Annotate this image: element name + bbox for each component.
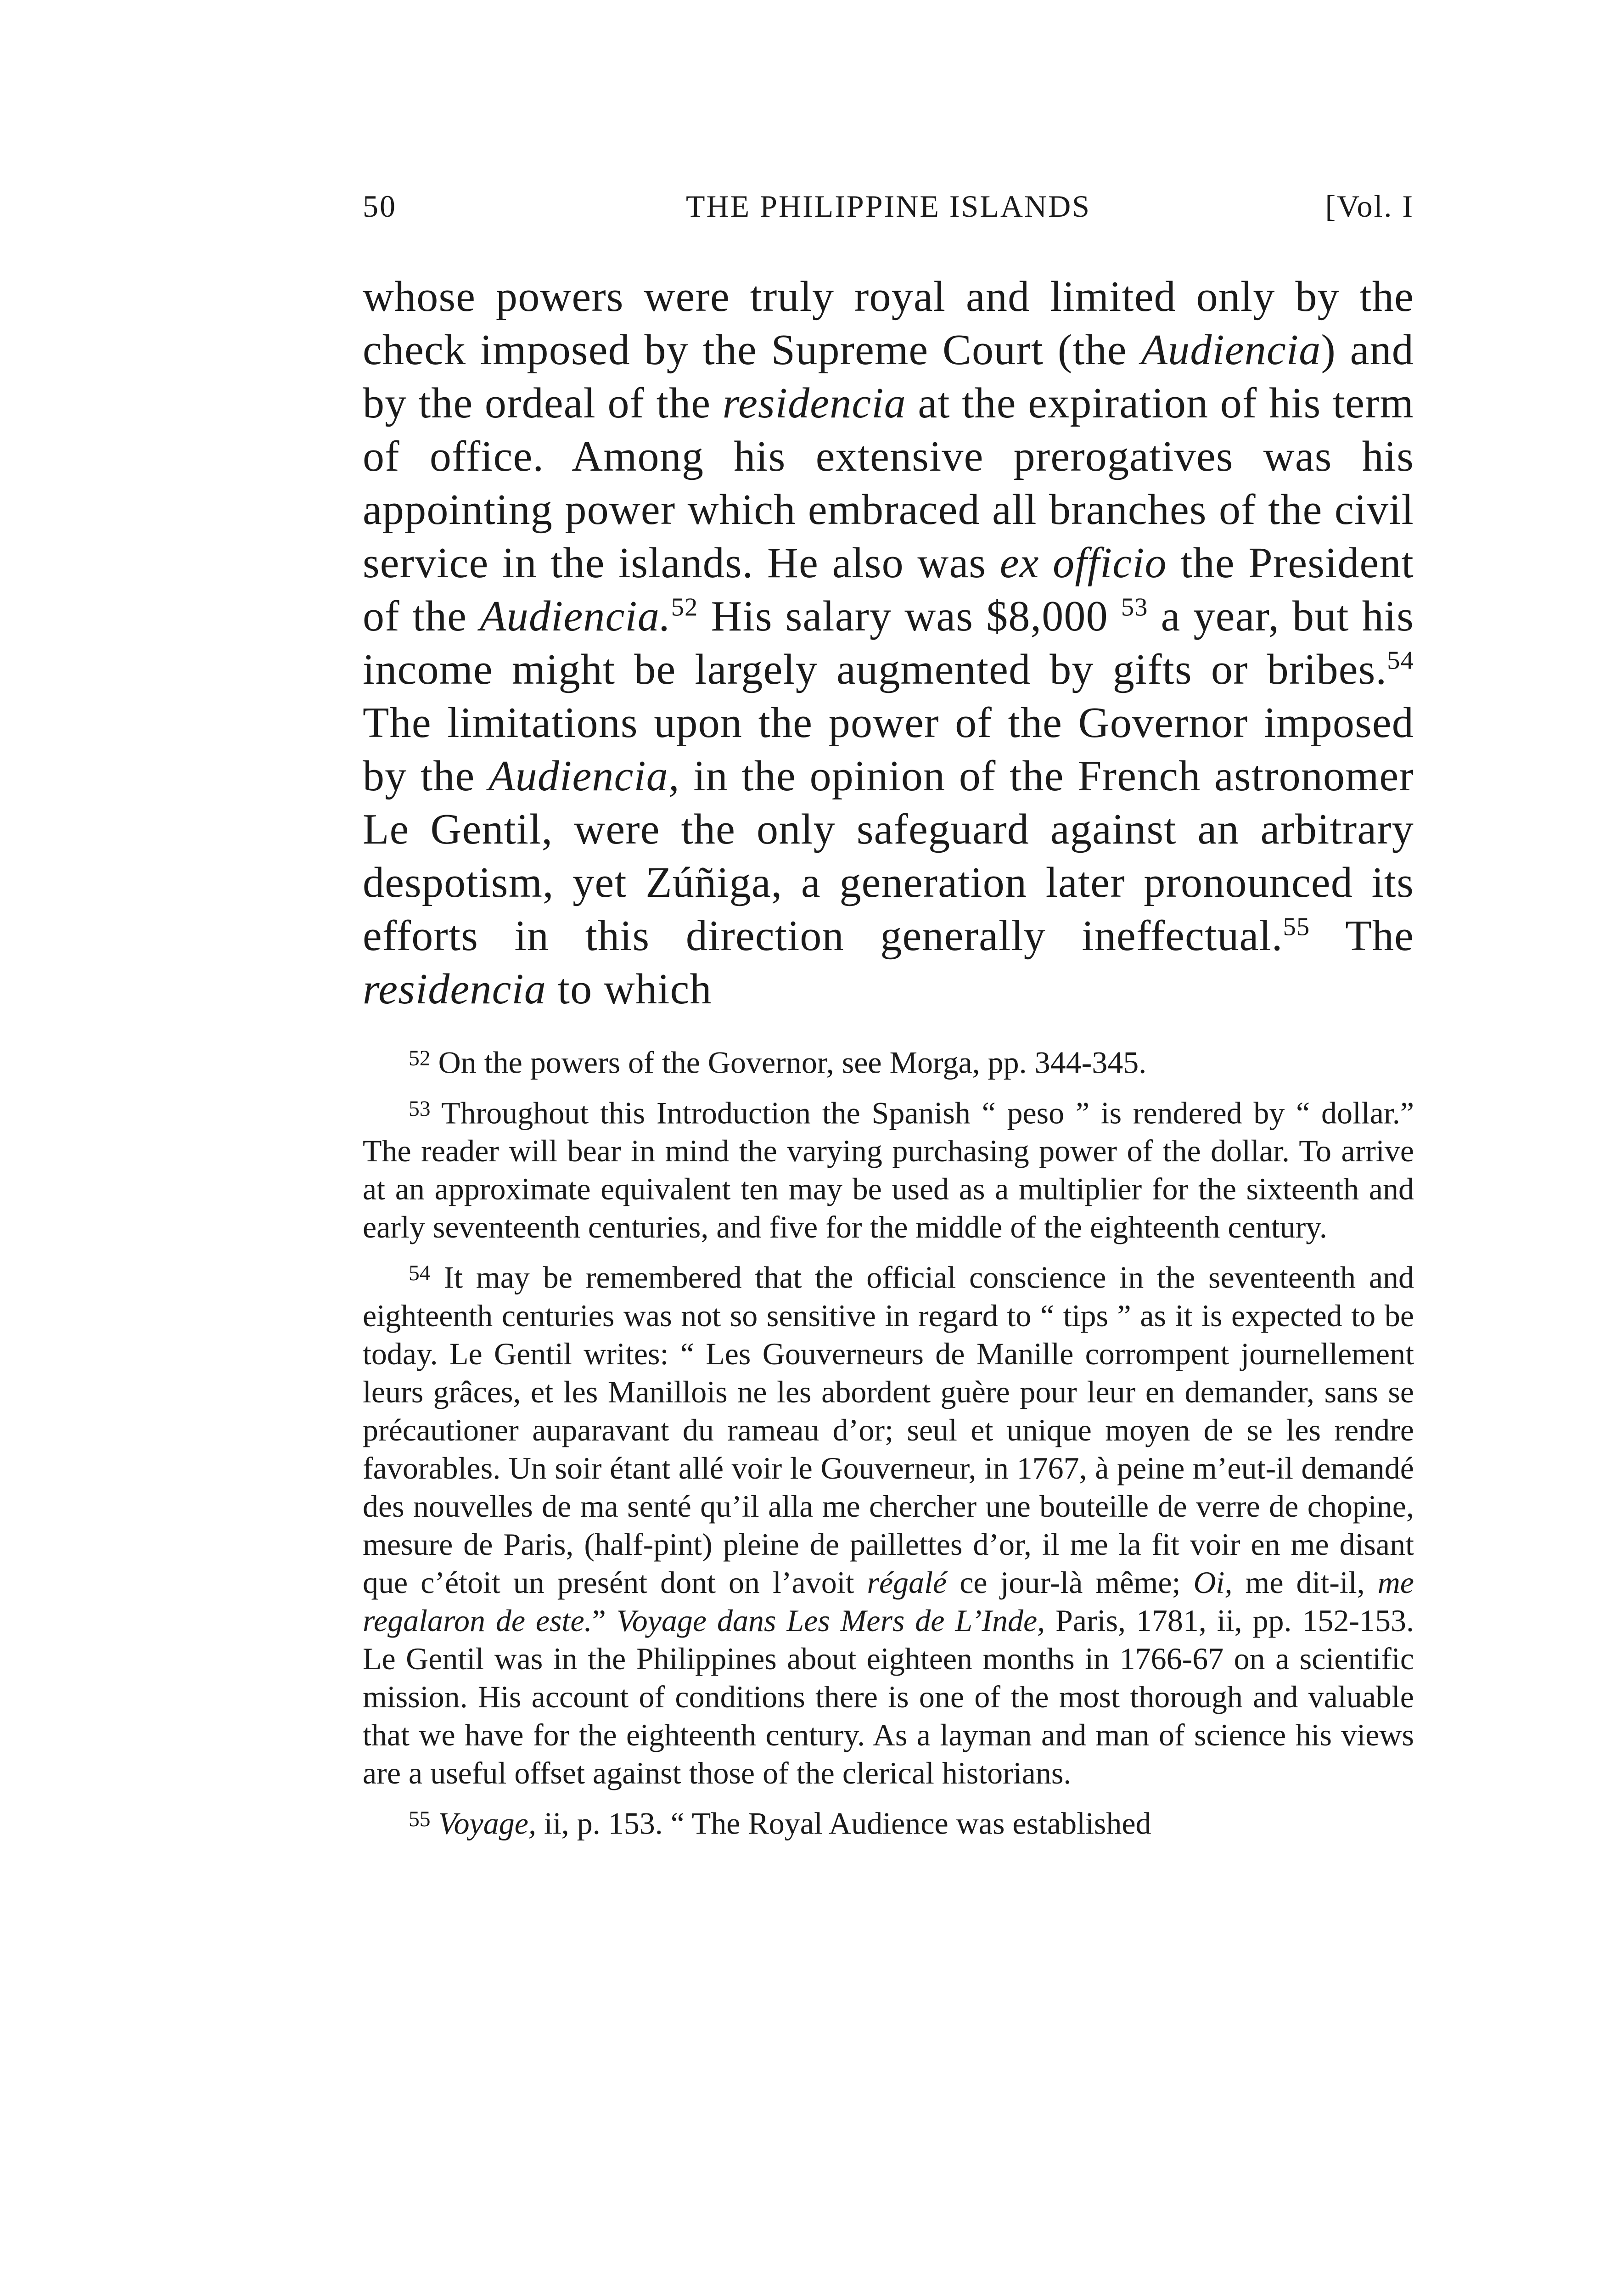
body-paragraph — [363, 270, 1414, 1016]
volume-label: [Vol. I — [1325, 189, 1414, 224]
text-run: It may be remembered that the official conscience in the seventeenth and eighteenth centuries was not so sensitive in regard to “ tips ” as it is expected to be today. Le Gentil writes: “ Les Gouverneurs de Manille corrompent journellement leurs grâces, et les Manillois ne les abordent guère pour leur en demander, sans se précautioner auparavant du rameau d’or; seul et unique moyen de se les rendre favorables. Un soir étant allé voir le Gouverneur, in 1767, à peine m’eut-il demandé des nouvelles de ma senté qu’il alla me chercher une bouteille de verre de chopine, mesure de Paris, (half-pint) pleine de paillettes d’or, il me la fit voir en me disant que c’étoit un presént dont on l’avoit — [363, 1260, 1414, 1600]
footnote-number: 53 — [409, 1097, 431, 1121]
footnote-reference: 55 — [1283, 912, 1310, 941]
text-run: ce jour-là même; — [947, 1564, 1194, 1600]
italic-text: residencia — [722, 379, 906, 427]
footnote — [363, 1090, 1414, 1247]
italic-text: ex officio — [999, 539, 1167, 587]
italic-text: Oi, — [1193, 1564, 1233, 1600]
footnote — [363, 1040, 1414, 1082]
running-title: THE PHILIPPINE ISLANDS — [686, 189, 1091, 224]
text-run: Paris, 1781, ii, pp. 152-153. Le Gentil was in the Philippines about eighteen months in 1766-67 on a scientific mission. His account of conditions there is one of the most thorough and valuable that we have for the eighteenth century. As a layman and man of science his views are a useful offset against those of the clerical historians. — [363, 1603, 1414, 1790]
text-run: His salary was $8,000 — [698, 592, 1121, 640]
italic-text: Audiencia — [1141, 326, 1321, 374]
footnote-number: 55 — [409, 1807, 431, 1831]
italic-text: Audiencia, — [488, 752, 680, 800]
text-run: The limitations upon the power of the Governor imposed by the — [363, 699, 1414, 800]
italic-text: Audiencia. — [480, 592, 671, 640]
footnote-number: 52 — [409, 1047, 431, 1070]
italic-text: régalé — [867, 1564, 947, 1600]
text-run: me dit-il, — [1232, 1564, 1378, 1600]
book-page — [363, 188, 1414, 1851]
text-run: a year, but his income might be largely augmented by gifts or bribes. — [363, 592, 1414, 693]
text-run: On the powers of the Governor, see Morga, pp. 344-345. — [438, 1045, 1147, 1080]
footnote-reference: 53 — [1121, 593, 1148, 622]
footnote-number: 54 — [409, 1261, 431, 1286]
text-run: to which — [546, 965, 712, 1013]
footnote-reference: 52 — [671, 593, 698, 622]
text-run: the President of the — [363, 539, 1414, 640]
text-run: ) and by the ordeal of the — [363, 326, 1414, 427]
text-run: whose powers were truly royal and limited only by the check imposed by the Supreme Court (the — [363, 273, 1414, 374]
italic-text: residencia — [363, 965, 547, 1013]
text-run: Throughout this Introduction the Spanish “ peso ” is rendered by “ dollar.” The reader will bear in mind the varying purchasing power of the dollar. To arrive at an approximate equivalent ten may be used as a multiplier for the sixteenth and early seventeenth centuries, and five for the middle of the eighteenth century. — [363, 1095, 1414, 1245]
italic-text: Voyage dans Les Mers de L’Inde, — [616, 1603, 1045, 1638]
footnote — [363, 1255, 1414, 1792]
footnotes — [363, 1040, 1414, 1843]
main-text — [363, 270, 1414, 1016]
footnote-reference: 54 — [1387, 646, 1414, 675]
running-header — [363, 188, 1414, 239]
italic-text: me regalaron de este. — [363, 1564, 1414, 1638]
italic-text: Voyage, — [438, 1806, 536, 1841]
page-number: 50 — [363, 189, 397, 224]
text-run: at the expiration of his term of office. Among his extensive prerogatives was his appointing power which embraced all branches of the civil service in the islands. He also was — [363, 379, 1414, 587]
text-run: The — [1310, 912, 1414, 960]
footnote — [363, 1801, 1414, 1843]
text-run: ii, p. 153. “ The Royal Audience was established — [536, 1806, 1151, 1841]
text-run: in the opinion of the French astronomer Le Gentil, were the only safeguard against an arbitrary despotism, yet Zúñiga, a generation later pronounced its efforts in this direction generally ineffectual. — [363, 752, 1414, 960]
text-run: ” — [592, 1603, 617, 1638]
